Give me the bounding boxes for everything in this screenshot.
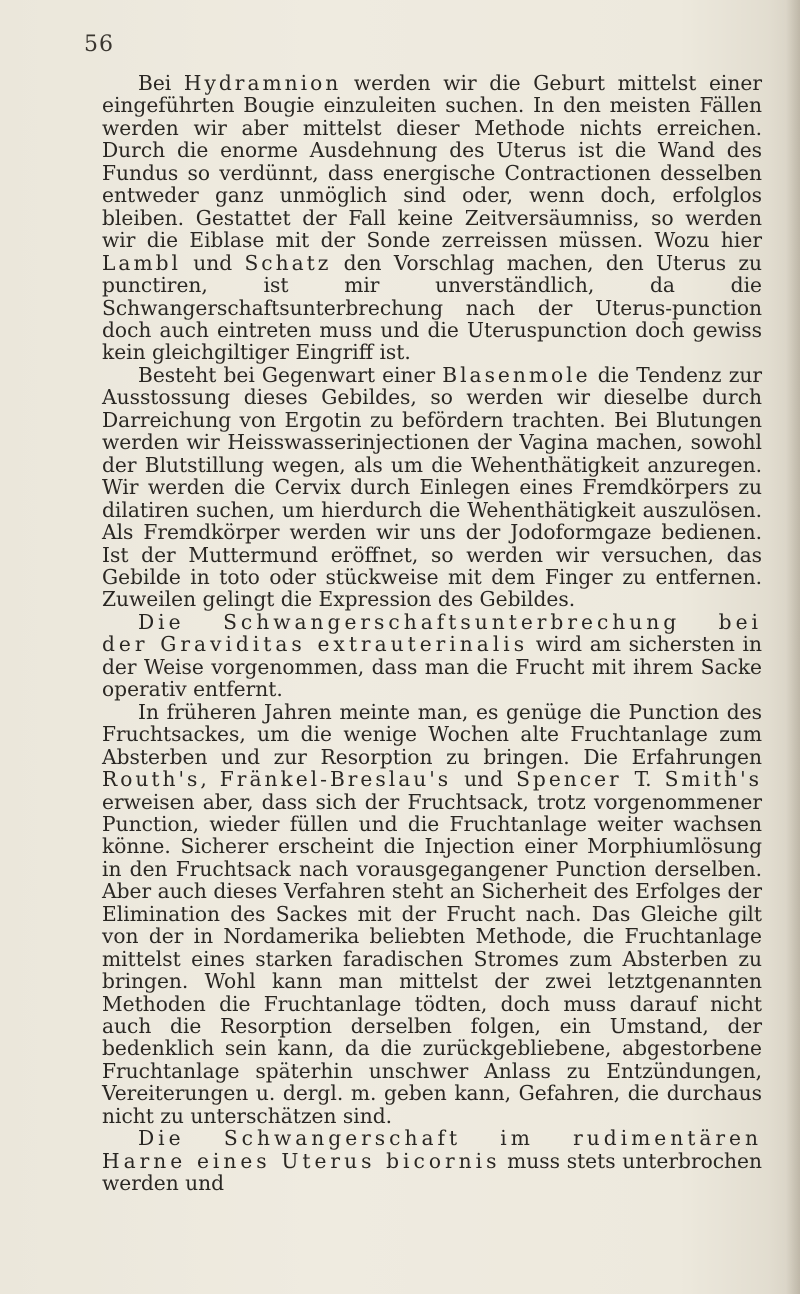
- text-run: wird am sichersten in der Weise vorgenommen, dass man die Frucht mit ihrem Sacke operativ entfernt.: [102, 632, 762, 702]
- text-run: und: [180, 250, 245, 275]
- body-text: [102, 72, 762, 1195]
- text-run: Besteht bei Gegenwart einer: [138, 362, 443, 387]
- page-number: 56: [84, 32, 114, 57]
- page-edge-shadow: [786, 0, 800, 1294]
- emphasis-term: Hydramnion: [183, 71, 342, 95]
- paragraph-blasenmole: [102, 364, 762, 611]
- text-run: den Vorschlag machen, den Uterus zu punctiren, ist mir unverständlich, da die Schwangerschaftsunterbrechung nach der Uterus-punction doch auch eintreten muss und die Uteruspunction doch gewiss kein gleichgiltiger Eingriff ist.: [102, 250, 762, 365]
- text-run: ,: [200, 767, 220, 792]
- paragraph-uterus-bicornis: [102, 1127, 762, 1194]
- paragraph-graviditas-extrauterinalis: [102, 611, 762, 701]
- text-run: Bei: [138, 71, 184, 95]
- emphasis-term: Die Schwangerschaftsunterbrechung bei der Graviditas extrauterinalis: [102, 609, 762, 657]
- author-name: Schatz: [244, 250, 332, 275]
- author-name: Lambl: [102, 250, 181, 275]
- author-name: Spencer: [516, 767, 622, 792]
- text-run: muss stets unterbrochen werden und: [102, 1148, 762, 1196]
- text-run: erweisen aber, dass sich der Fruchtsack, trotz vorgenommener Punction, wieder füllen und die Fruchtanlage weiter wachsen könne. Sicherer erscheint die Injection einer Morphiumlösung in den Fruchtsack nach vorausgegangener Punction derselben. Aber auch dieses Verfahren steht an Sicherheit des Erfolges der Elimination des Sackes mit der Frucht nach. Das Gleiche gilt von der in Nordamerika beliebten Methode, die Fruchtanlage mittelst eines starken faradischen Stromes zum Absterben zu bringen. Wohl kann man mittelst der zwei letztgenannten Methoden die Fruchtanlage tödten, doch muss darauf nicht auch die Resorption derselben folgen, ein Umstand, der bedenklich sein kann, da die zurückgebliebene, abgestorbene Fruchtanlage späterhin unschwer Anlass zu Entzündungen, Vereiterungen u. dergl. m. geben kann, Gefahren, die durchaus nicht zu unterschätzen sind.: [102, 789, 762, 1128]
- emphasis-term: Die Schwangerschaft im rudimentären Harne eines Uterus bicornis: [102, 1126, 762, 1173]
- author-name: Fränkel-Breslau's: [219, 767, 452, 792]
- author-name: Routh's: [102, 767, 201, 792]
- author-name: Smith's: [664, 767, 763, 792]
- text-run: die Tendenz zur Ausstossung dieses Gebildes, so werden wir dieselbe durch Darreichung von Ergotin zu befördern trachten. Bei Blutungen werden wir Heisswasserinjectionen der Vagina machen, sowohl der Blutstillung wegen, als um die Wehenthätigkeit anzuregen. Wir werden die Cervix durch Einlegen eines Fremdkörpers zu dilatiren suchen, um hierdurch die Wehenthätigkeit auszulösen. Als Fremdkörper werden wir uns der Jodoformgaze bedienen. Ist der Muttermund eröffnet, so werden wir versuchen, das Gebilde in toto oder stückweise mit dem Finger zu entfernen. Zuweilen gelingt die Expression des Gebildes.: [102, 362, 762, 612]
- emphasis-term: Blasenmole: [442, 362, 591, 387]
- text-run: werden wir die Geburt mittelst einer eingeführten Bougie einzuleiten suchen. In den meisten Fällen werden wir aber mittelst dieser Methode nichts erreichen. Durch die enorme Ausdehnung des Uterus ist die Wand des Fundus so verdünnt, dass energische Contractionen desselben entweder ganz unmöglich sind oder, wenn doch, erfolglos bleiben. Gestattet der Fall keine Zeitversäumniss, so werden wir die Eiblase mit der Sonde zerreissen müssen. Wozu hier: [102, 71, 762, 253]
- text-run: T.: [621, 767, 665, 792]
- paragraph-punction: [102, 701, 762, 1128]
- text-run: In früheren Jahren meinte man, es genüge die Punction des Fruchtsackes, um die wenige Wochen alte Fruchtanlage zum Absterben und zur Resorption zu bringen. Die Erfahrungen: [102, 699, 762, 769]
- text-run: und: [451, 767, 517, 792]
- paragraph-hydramnion: [102, 72, 762, 364]
